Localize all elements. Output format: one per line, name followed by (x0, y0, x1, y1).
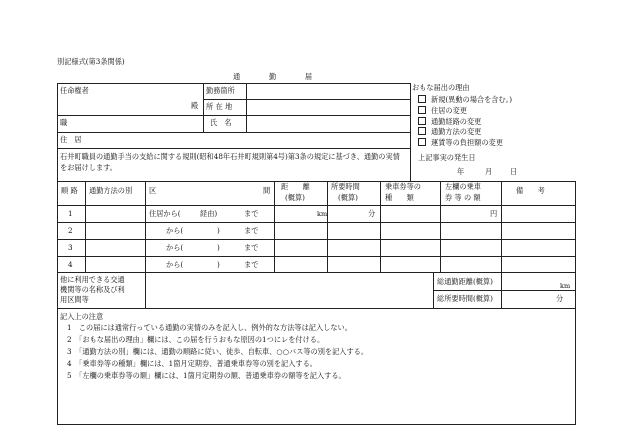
header-ticket-amount: 左欄の乗車 (445, 182, 481, 191)
totals-divider (433, 290, 575, 291)
form-title: 通 勤 届 (233, 72, 313, 81)
header-top-line (57, 83, 410, 84)
header-ticket-type: 乗車券等の (385, 182, 421, 191)
header-row-bottom (57, 205, 575, 206)
workplace-label: 勤務箇所 (206, 86, 235, 95)
row-2-method-field[interactable] (87, 225, 143, 237)
header-remarks: 備 考 (516, 186, 545, 195)
row-1-method-field[interactable] (87, 208, 143, 220)
other-transport-label-1: 他に利用できる交通 (60, 275, 125, 284)
col-section-border (274, 181, 275, 272)
row-3-method-field[interactable] (87, 242, 143, 254)
notes-left-border (57, 308, 58, 425)
row-1-from: 住居から( (149, 209, 181, 218)
row-line-1 (57, 222, 575, 223)
total-distance-unit: km (560, 282, 571, 290)
row-1-to: まで (244, 209, 259, 218)
outer-right-border (575, 181, 576, 425)
reasons-title: おもな届出の理由 (412, 83, 470, 92)
reason-item-residence[interactable]: 住居の変更 (418, 106, 467, 114)
other-transport-label-2: 機関等の名称及び利 (60, 285, 125, 294)
table-top-line (57, 181, 575, 182)
other-transport-border (145, 272, 146, 308)
residence-label: 住 居 (60, 135, 82, 144)
col-ticket-type-border (440, 181, 441, 272)
row-1-number: 1 (68, 209, 73, 218)
month-label: 月 (485, 167, 493, 176)
year-label: 年 (457, 167, 465, 176)
col-order-border (85, 181, 86, 272)
form-label: 別記様式(第3条関係) (57, 57, 125, 66)
row-3-to: まで (244, 243, 259, 252)
day-label: 日 (510, 167, 518, 176)
header-line-2 (57, 115, 410, 116)
row-4-method-field[interactable] (87, 259, 143, 271)
row-line-2 (57, 239, 575, 240)
row-4-via: ) (217, 260, 220, 269)
row-2-number: 2 (68, 226, 73, 235)
header-time: 所要時間 (331, 182, 360, 191)
checkbox-icon (418, 127, 426, 135)
header-ticket-amount-sub: 券 等 の 額 (445, 193, 481, 202)
header-distance: 距 離 (281, 182, 310, 191)
other-transport-label-3: 用区間等 (60, 295, 89, 304)
workplace-field[interactable] (247, 87, 409, 97)
dono-label: 殿 (191, 101, 199, 110)
declaration-text: 石井町職員の通勤手当の支給に関する規則(昭和48年石井町規則第4号)第3条の規定に基づき、通勤の実情をお届けします。 (60, 152, 400, 172)
header-ticket-type-sub: 種 類 (385, 193, 414, 202)
header-section-end: 間 (263, 186, 271, 195)
header-mid-border (203, 83, 204, 132)
header-time-sub: (概算) (338, 193, 358, 202)
col-method-border (145, 181, 146, 272)
header-section: 区 (149, 186, 157, 195)
note-item-4: 4 「乗車券等の種類」欄には、1箇月定期券、普通乗車券等の別を記入する。 (67, 359, 317, 368)
row-3-number: 3 (68, 243, 73, 252)
row-line-3 (57, 256, 575, 257)
row-2-via: ) (217, 226, 220, 235)
row-4-from: から( (166, 260, 184, 269)
col-distance-border (327, 181, 328, 272)
header-method: 通勤方法の別 (89, 186, 133, 195)
header-line-4 (57, 148, 410, 149)
table-left-border (57, 181, 58, 308)
header-line-3 (57, 132, 410, 133)
header-left-border (57, 83, 58, 181)
header-right-border (410, 83, 411, 181)
checkbox-icon (418, 106, 426, 114)
row-line-4 (57, 272, 575, 273)
note-item-1: 1 この届には通常行っている通勤の実情のみを記入し、例外的な方法等は記入しない。 (67, 323, 352, 332)
header-order: 順 路 (61, 186, 78, 195)
notes-title: 記入上の注意 (60, 312, 104, 321)
row-3-via: ) (217, 243, 220, 252)
note-item-5: 5 「左欄の乗車券等の額」欄には、1箇月定期券の額、普通乗車券の額等を記入する。 (67, 371, 346, 380)
checkbox-icon (418, 95, 426, 103)
total-distance-label: 総通勤距離(概算) (437, 277, 493, 286)
row-1-distance-unit: km (317, 210, 328, 218)
notes-bottom-line (57, 424, 576, 425)
row-4-to: まで (244, 260, 259, 269)
totals-bottom-line (57, 308, 575, 309)
position-field[interactable] (78, 117, 200, 129)
col-amount-border (501, 181, 502, 272)
row-2-to: まで (244, 226, 259, 235)
name-field[interactable] (247, 117, 409, 129)
checkbox-icon (418, 138, 426, 146)
header-distance-sub: (概算) (285, 193, 305, 202)
total-time-label: 総所要時間(概算) (437, 294, 493, 303)
row-1-time-unit: 分 (368, 209, 376, 218)
header-line-1 (203, 99, 410, 100)
reason-item-method[interactable]: 通勤方法の変更 (418, 127, 481, 135)
occurrence-date-label: 上記事実の発生日 (418, 153, 476, 162)
residence-field[interactable] (95, 134, 407, 146)
other-transport-field[interactable] (148, 275, 430, 305)
row-4-number: 4 (68, 260, 73, 269)
note-item-3: 3 「通勤方法の別」欄には、通勤の順路に従い、徒歩、自転車、○○バス等の別を記入する。 (67, 347, 369, 356)
row-1-via: 経由) (200, 209, 218, 218)
appointer-label: 任命権者 (60, 86, 89, 95)
checkbox-icon (418, 117, 426, 125)
row-1-amount-unit: 円 (490, 209, 498, 218)
row-3-from: から( (166, 243, 184, 252)
name-label: 氏 名 (210, 118, 232, 127)
col-time-border (380, 181, 381, 272)
address-field[interactable] (247, 103, 409, 113)
row-2-from: から( (166, 226, 184, 235)
position-label: 職 (60, 118, 68, 127)
reason-item-route[interactable]: 通勤経路の変更 (418, 117, 481, 125)
note-item-2: 2 「おもな届出の理由」欄には、この届を行うおもな原因の1つにレを付ける。 (67, 335, 325, 344)
reason-item-new[interactable]: 新規(異動の場合を含む。) (418, 95, 512, 103)
total-time-unit: 分 (556, 294, 564, 303)
reason-item-fare[interactable]: 運賃等の負担額の変更 (418, 138, 503, 146)
address-label: 所 在 地 (206, 102, 233, 111)
